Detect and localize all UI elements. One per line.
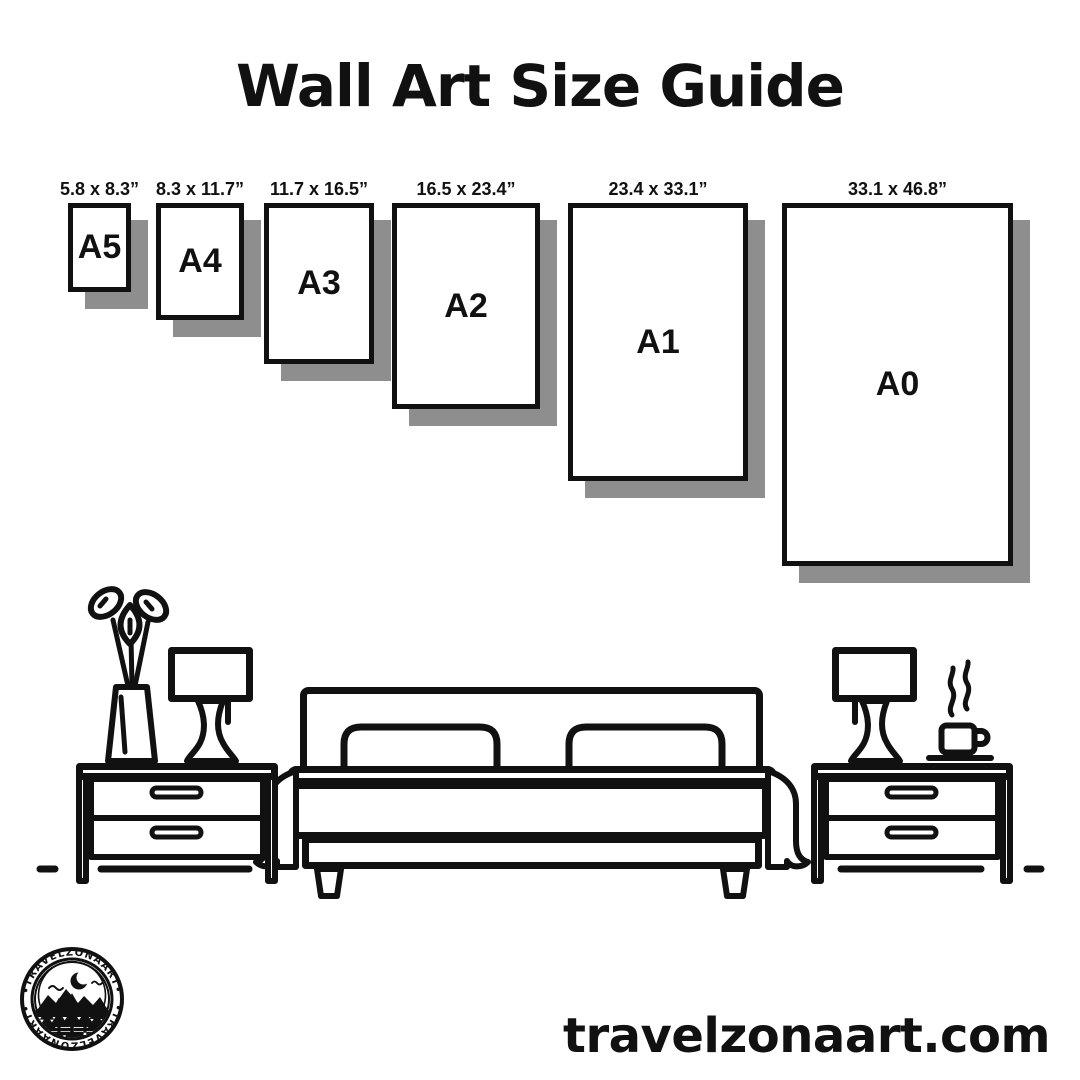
size-dimensions-a2: 16.5 x 23.4” [416,179,516,199]
lamp-shade [836,651,914,699]
size-code-a5: A5 [77,228,122,266]
nightstand-icon [814,767,1010,882]
drawer-handle [152,788,201,797]
nightstand-top [80,767,275,777]
size-box-a1 [568,179,748,481]
cup-body [942,726,975,753]
table-lamp-icon [172,651,250,762]
blanket-top [291,770,774,782]
size-code-a3: A3 [297,264,341,302]
nightstand-top [815,767,1010,777]
bed-leg [317,869,341,896]
size-box-a2 [392,179,540,409]
size-dimensions-a4: 8.3 x 11.7” [155,179,245,199]
drawer-handle [152,828,201,837]
nightstand-leg [268,777,275,881]
moon-crescent-cut [77,971,91,985]
logo-text-bottom: •TRAVELZONAART• [20,1003,124,1051]
plant-vase-icon [86,583,172,761]
size-dimensions-a3: 11.7 x 16.5” [269,179,369,199]
size-box-a4 [155,179,245,320]
bird-icon [92,982,102,985]
brand-logo-badge [6,933,138,1065]
steam-icon [965,662,969,709]
size-code-a1: A1 [636,322,680,361]
lamp-shade [172,651,250,699]
bedroom-illustration [0,575,1080,915]
size-code-a4: A4 [178,242,222,280]
nightstand-icon [79,767,275,882]
mattress [295,786,766,836]
nightstand-leg [79,777,86,881]
bed-leg [723,869,747,896]
size-box-a0 [782,179,1013,566]
size-dimensions-a1: 23.4 x 33.1” [608,179,708,199]
drawer-handle [887,828,936,837]
size-code-a2: A2 [444,286,488,325]
page-title: Wall Art Size Guide [236,52,844,120]
bird-icon [49,986,63,990]
steam-icon [950,668,954,715]
bed-base [306,840,759,866]
coffee-cup-icon [929,662,991,758]
vase [108,687,155,761]
blanket-drape-right [768,771,808,867]
website-url: travelzonaart.com [563,1008,1050,1064]
logo-text-top: •TRAVELZONAART• [20,947,124,995]
size-box-a5 [59,179,140,292]
size-dimensions-a0: 33.1 x 46.8” [847,179,948,199]
double-bed-icon [256,691,808,897]
size-code-a0: A0 [875,365,920,403]
drawer-handle [887,788,936,797]
nightstand-leg [1003,777,1010,881]
lamp-base [851,701,900,761]
size-box-a3 [264,179,374,364]
nightstand-leg [814,777,821,881]
size-dimensions-a5: 5.8 x 8.3” [59,179,140,199]
table-lamp-icon [836,651,914,762]
